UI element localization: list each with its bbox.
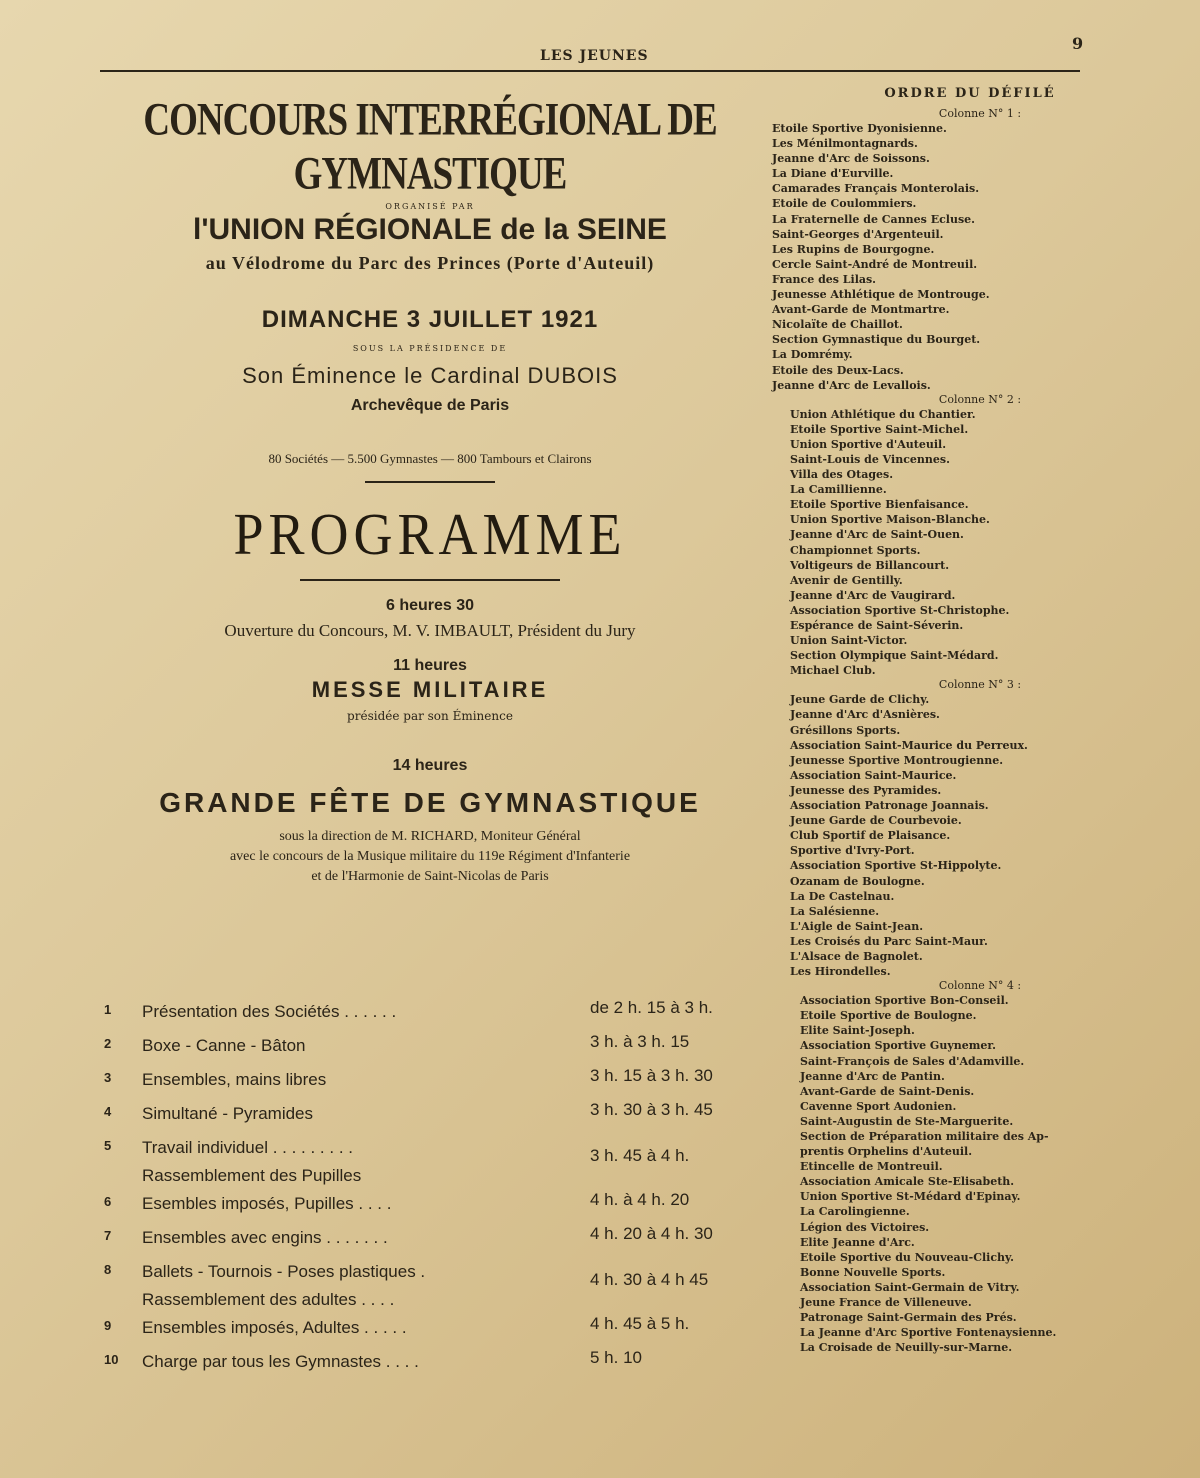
club-name: Etoile des Deux-Lacs. (772, 363, 904, 377)
club-name: Jeune Garde de Clichy. (790, 693, 930, 707)
activity-label: Esembles imposés, Pupilles . . . . (142, 1194, 392, 1213)
activity-label: Travail individuel . . . . . . . . . (142, 1138, 353, 1157)
club-name: Cavenne Sport Audonien. (800, 1099, 957, 1113)
club-name: Championnet Sports. (790, 543, 921, 557)
club-name: Association Saint-Maurice du Perreux. (790, 738, 1028, 752)
schedule-time: 4 h. 20 à 4 h. 30 (590, 1224, 713, 1243)
president-name: Son Éminence le Cardinal DUBOIS (242, 363, 618, 388)
club-name: Union Sportive Maison-Blanche. (790, 513, 990, 527)
schedule-time: 3 h. 15 à 3 h. 30 (590, 1066, 713, 1085)
organiser-name: l'UNION RÉGIONALE de la SEINE (193, 213, 667, 246)
club-name: Association Sportive St-Christophe. (790, 603, 1010, 617)
column-heading: Colonne N° 3 : (938, 678, 1022, 692)
club-name: Avenir de Gentilly. (790, 573, 903, 587)
club-name: Saint-François de Sales d'Adamville. (800, 1054, 1025, 1068)
schedule-row (100, 1252, 780, 1308)
defile-list (770, 107, 1190, 1355)
page-number: 9 (1072, 34, 1084, 53)
club-name: Ozanam de Boulogne. (790, 874, 925, 888)
column-heading: Colonne N° 1 : (938, 107, 1022, 120)
club-name: Saint-Augustin de Ste-Marguerite. (800, 1114, 1014, 1128)
column-heading: Colonne N° 2 : (938, 392, 1022, 406)
defile-column-block (770, 393, 1190, 679)
schedule-table (100, 992, 780, 1376)
club-name: La Jeanne d'Arc Sportive Fontenaysienne. (800, 1326, 1057, 1340)
schedule-time: 4 h. 45 à 5 h. (590, 1314, 690, 1333)
schedule-number: 6 (104, 1194, 112, 1209)
club-name: Section Gymnastique du Bourget. (772, 333, 981, 347)
club-name: Jeanne d'Arc de Saint-Ouen. (790, 528, 964, 542)
club-name: Association Sportive Guynemer. (800, 1039, 996, 1053)
club-name: Avant-Garde de Saint-Denis. (800, 1084, 975, 1098)
club-name: Section de Préparation militaire des Ap- (800, 1130, 1049, 1143)
schedule-activity (142, 1190, 582, 1218)
club-name: Etoile Sportive Dyonisienne. (772, 122, 947, 135)
club-name: L'Aigle de Saint-Jean. (790, 919, 924, 933)
club-name: Les Hirondelles. (790, 965, 891, 979)
club-name: La De Castelnau. (790, 889, 895, 903)
schedule-activity (142, 1032, 582, 1060)
organised-by-label: ORGANISÉ PAR (385, 202, 475, 211)
schedule-activity (142, 1314, 582, 1342)
fete-heading: GRANDE FÊTE DE GYMNASTIQUE (159, 787, 701, 818)
club-name: Etoile Sportive du Nouveau-Clichy. (800, 1250, 1014, 1264)
direction-text (100, 827, 760, 887)
defile-column-block (770, 979, 1190, 1355)
club-name: Etincelle de Montreuil. (800, 1160, 943, 1174)
running-head: LES JEUNES (540, 48, 649, 64)
club-name: Association Sportive Bon-Conseil. (800, 994, 1009, 1008)
schedule-row (100, 1308, 780, 1342)
club-name: Jeanne d'Arc de Pantin. (800, 1069, 945, 1083)
club-name: Elite Jeanne d'Arc. (800, 1235, 915, 1249)
schedule-row (100, 1218, 780, 1252)
venue: au Vélodrome du Parc des Princes (Porte d'Auteuil) (205, 253, 655, 273)
schedule-number: 5 (104, 1138, 112, 1153)
club-name: Association Saint-Germain de Vitry. (800, 1280, 1020, 1294)
schedule-row (100, 992, 780, 1026)
harmonie-line: et de l'Harmonie de Saint-Nicolas de Paris (311, 869, 549, 884)
contest-title: CONCOURS INTERRÉGIONAL DE GYMNASTIQUE (143, 94, 717, 200)
schedule-row (100, 1026, 780, 1060)
club-name: Nicolaïte de Chaillot. (772, 318, 903, 332)
schedule-activity (142, 1224, 582, 1252)
schedule-time: 3 h. 45 à 4 h. (590, 1146, 690, 1165)
club-name: Jeanne d'Arc de Soissons. (772, 152, 930, 166)
mass-heading: MESSE MILITAIRE (311, 677, 549, 702)
club-name: Sportive d'Ivry-Port. (790, 844, 915, 858)
club-name: Association Patronage Joannais. (790, 799, 989, 813)
schedule-time: 3 h. à 3 h. 15 (590, 1032, 690, 1051)
club-name: Grésillons Sports. (790, 723, 901, 737)
defile-title: ORDRE DU DÉFILÉ (884, 86, 1056, 101)
club-name: Etoile Sportive Bienfaisance. (790, 498, 969, 512)
club-name: Légion des Victoires. (800, 1220, 930, 1234)
activity-label: Boxe - Canne - Bâton (142, 1036, 306, 1055)
activity-label: Ensembles, mains libres (142, 1070, 327, 1089)
club-name: Jeunesse Athlétique de Montrouge. (772, 288, 990, 302)
activity-label: Charge par tous les Gymnastes . . . . (142, 1352, 419, 1371)
club-name: Jeunesse des Pyramides. (790, 783, 942, 797)
defile-column (770, 86, 1190, 1355)
club-name: Etoile Sportive Saint-Michel. (790, 422, 969, 436)
club-name: La Carolingienne. (800, 1205, 910, 1219)
schedule-number: 8 (104, 1262, 112, 1277)
column-heading: Colonne N° 4 : (938, 979, 1022, 993)
schedule-number: 3 (104, 1070, 112, 1085)
schedule-activity (142, 1348, 582, 1376)
schedule-row (100, 1060, 780, 1094)
club-name: Club Sportif de Plaisance. (790, 829, 951, 843)
schedule-row (100, 1094, 780, 1128)
schedule-time: 3 h. 30 à 3 h. 45 (590, 1100, 713, 1119)
time-heading: 6 heures 30 (385, 597, 475, 614)
club-name: Jeanne d'Arc de Vaugirard. (790, 588, 956, 602)
club-name: Elite Saint-Joseph. (800, 1024, 915, 1038)
schedule-activity (142, 998, 582, 1026)
schedule-time: de 2 h. 15 à 3 h. (590, 998, 713, 1017)
club-name: Etoile Sportive de Boulogne. (800, 1009, 977, 1023)
club-name: Union Sportive d'Auteuil. (790, 437, 947, 451)
header-rule (100, 70, 1080, 72)
club-name: Camarades Français Monterolais. (772, 182, 980, 196)
opening-line: Ouverture du Concours, M. V. IMBAULT, Président du Jury (224, 621, 636, 640)
club-name: Association Amicale Ste-Elisabeth. (800, 1175, 1015, 1189)
club-name: Bonne Nouvelle Sports. (800, 1265, 946, 1279)
club-name: Jeanne d'Arc de Levallois. (772, 378, 931, 392)
club-name: Jeanne d'Arc d'Asnières. (790, 708, 940, 722)
club-name: Villa des Otages. (790, 468, 894, 482)
club-name: Voltigeurs de Billancourt. (790, 558, 950, 572)
activity-label: Simultané - Pyramides (142, 1104, 314, 1123)
programme-heading: PROGRAMME (233, 501, 627, 567)
schedule-row (100, 1342, 780, 1376)
president-title: Archevêque de Paris (350, 397, 510, 414)
club-name: La Salésienne. (790, 904, 880, 918)
club-name: Association Sportive St-Hippolyte. (790, 859, 1002, 873)
club-name: Espérance de Saint-Séverin. (790, 619, 964, 632)
activity-label: Ensembles imposés, Adultes . . . . . (142, 1318, 407, 1337)
mass-presided: présidée par son Éminence (347, 709, 513, 723)
schedule-number: 4 (104, 1104, 112, 1119)
schedule-number: 9 (104, 1318, 112, 1333)
club-name: La Diane d'Eurville. (772, 167, 894, 181)
programme-column (100, 90, 760, 887)
schedule-activity (142, 1066, 582, 1094)
defile-column-block (770, 678, 1190, 979)
time-heading: 14 heures (392, 757, 468, 774)
club-name: Jeune France de Villeneuve. (800, 1296, 972, 1310)
schedule-activity (142, 1258, 582, 1314)
club-name: prentis Orphelins d'Auteuil. (800, 1145, 973, 1159)
club-name: L'Alsace de Bagnolet. (790, 949, 923, 963)
time-heading: 11 heures (393, 657, 467, 674)
divider (300, 579, 560, 581)
activity-label: Rassemblement des Pupilles (142, 1166, 362, 1185)
club-name: Les Rupins de Bourgogne. (772, 242, 935, 256)
defile-column-block (770, 107, 1190, 393)
club-name: Jeunesse Sportive Montrougienne. (790, 753, 1004, 767)
schedule-time: 4 h. 30 à 4 h 45 (590, 1270, 709, 1289)
club-name: Section Olympique Saint-Médard. (790, 649, 999, 663)
club-name: Association Saint-Maurice. (790, 768, 957, 782)
schedule-row (100, 1184, 780, 1218)
activity-label: Ballets - Tournois - Poses plastiques . (142, 1262, 426, 1281)
divider (365, 481, 495, 483)
schedule-number: 1 (104, 1002, 112, 1017)
schedule-time: 5 h. 10 (590, 1348, 642, 1367)
schedule-activity (142, 1134, 582, 1190)
club-name: Cercle Saint-André de Montreuil. (772, 257, 978, 271)
activity-label: Ensembles avec engins . . . . . . . (142, 1228, 388, 1247)
activity-label: Présentation des Sociétés . . . . . . (142, 1002, 397, 1021)
club-name: La Fraternelle de Cannes Ecluse. (772, 212, 975, 226)
club-name: Saint-Louis de Vincennes. (790, 452, 950, 466)
club-name: La Croisade de Neuilly-sur-Marne. (800, 1341, 1013, 1355)
club-name: Union Athlétique du Chantier. (790, 407, 976, 421)
club-name: Michael Club. (790, 664, 876, 678)
schedule-activity (142, 1100, 582, 1128)
club-name: Union Sportive St-Médard d'Epinay. (800, 1190, 1021, 1204)
club-name: Etoile de Coulommiers. (772, 197, 917, 211)
activity-label: Rassemblement des adultes . . . . (142, 1290, 395, 1309)
club-name: Saint-Georges d'Argenteuil. (772, 227, 944, 241)
event-date: DIMANCHE 3 JUILLET 1921 (261, 306, 599, 333)
schedule-number: 10 (104, 1352, 119, 1367)
club-name: La Camillienne. (790, 483, 887, 497)
club-name: Les Croisés du Parc Saint-Maur. (790, 934, 988, 948)
presidency-label: SOUS LA PRÉSIDENCE DE (352, 344, 508, 353)
schedule-number: 2 (104, 1036, 112, 1051)
schedule-row (100, 1128, 780, 1184)
club-name: Jeune Garde de Courbevoie. (790, 814, 962, 828)
concours-line: avec le concours de la Musique militaire du 119e Régiment d'Infanterie (229, 849, 631, 864)
event-stats: 80 Sociétés — 5.500 Gymnastes — 800 Tambours et Clairons (268, 451, 592, 466)
club-name: Les Ménilmontagnards. (772, 137, 918, 151)
schedule-number: 7 (104, 1228, 112, 1243)
club-name: Patronage Saint-Germain des Prés. (800, 1311, 1017, 1325)
club-name: Union Saint-Victor. (790, 634, 908, 648)
club-name: Avant-Garde de Montmartre. (772, 303, 950, 317)
club-name: France des Lilas. (772, 272, 877, 286)
club-name: La Domrémy. (772, 348, 853, 362)
direction-line: sous la direction de M. RICHARD, Moniteur Général (279, 829, 581, 844)
schedule-time: 4 h. à 4 h. 20 (590, 1190, 690, 1209)
